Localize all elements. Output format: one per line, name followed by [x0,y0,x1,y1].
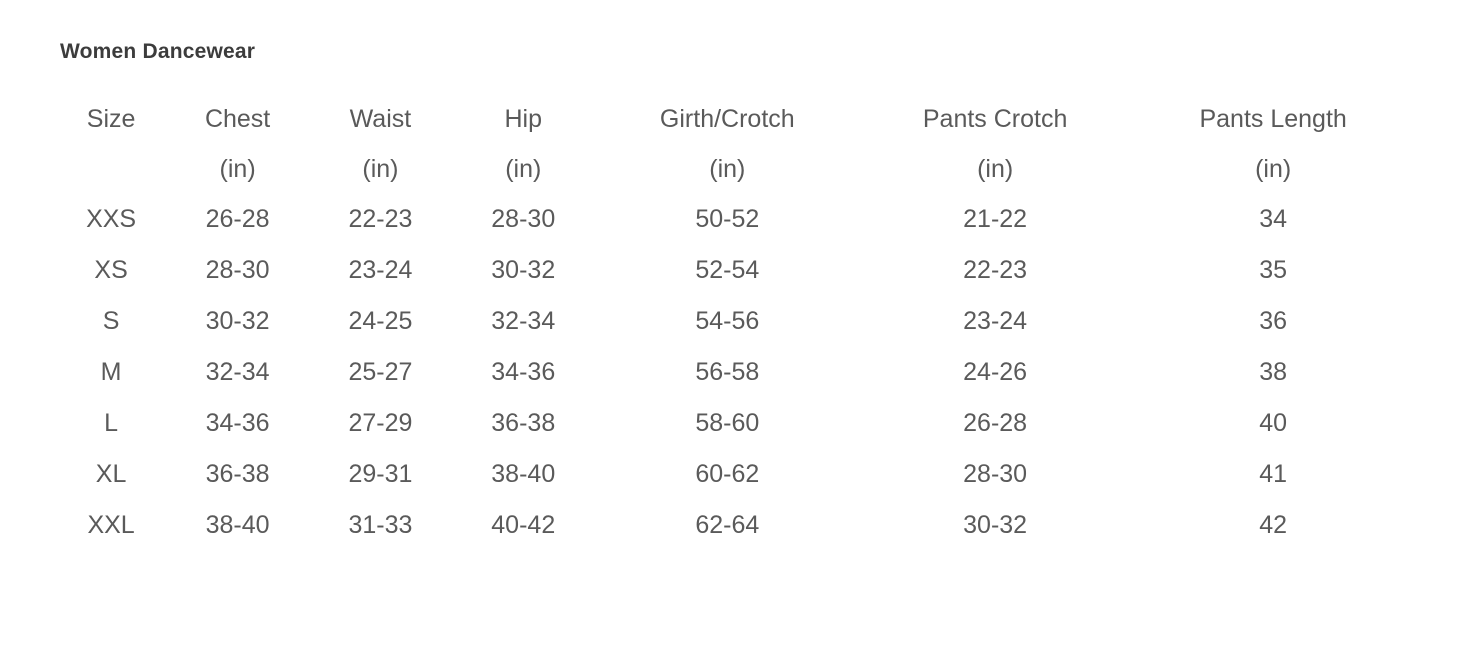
table-row [56,398,1416,449]
cell-hip: 30-32 [491,256,556,284]
column-header-label: Chest [204,105,271,133]
cell-pants-crotch: 23-24 [963,307,1028,335]
cell-waist: 24-25 [348,307,413,335]
column-header-unit: (in) [505,155,542,183]
cell-pants-length: 41 [1259,460,1288,488]
column-header-hip [452,94,595,194]
cell-girth-crotch: 54-56 [695,307,760,335]
cell-pants-crotch: 21-22 [963,205,1028,233]
table-row [56,449,1416,500]
cell-chest: 38-40 [205,511,270,539]
cell-pants-crotch: 30-32 [963,511,1028,539]
cell-hip: 34-36 [491,358,556,386]
table-row [56,500,1416,551]
cell-size: XXS [86,205,137,233]
cell-pants-crotch: 22-23 [963,256,1028,284]
cell-pants-length: 42 [1259,511,1288,539]
cell-chest: 32-34 [205,358,270,386]
cell-pants-length: 35 [1259,256,1288,284]
cell-waist: 27-29 [348,409,413,437]
column-header-size [56,94,166,194]
column-header-girth-crotch [595,94,860,194]
column-header-label: Hip [504,105,543,133]
page-title: Women Dancewear [60,40,256,63]
column-header-chest [166,94,309,194]
cell-waist: 23-24 [348,256,413,284]
column-header-pants-length [1130,94,1416,194]
column-header-unit: (in) [977,155,1014,183]
cell-girth-crotch: 62-64 [695,511,760,539]
column-header-label: Size [86,105,136,133]
table-body [56,194,1416,551]
cell-hip: 28-30 [491,205,556,233]
table-row [56,296,1416,347]
cell-hip: 40-42 [491,511,556,539]
cell-size: L [104,409,119,437]
cell-girth-crotch: 56-58 [695,358,760,386]
cell-size: XS [94,256,128,284]
cell-pants-length: 36 [1259,307,1288,335]
cell-size: XL [95,460,127,488]
cell-girth-crotch: 60-62 [695,460,760,488]
column-header-label: Pants Length [1199,105,1347,133]
cell-chest: 28-30 [205,256,270,284]
cell-chest: 30-32 [205,307,270,335]
column-header-label: Waist [349,105,412,133]
cell-size: M [100,358,122,386]
column-header-unit: (in) [219,155,256,183]
cell-hip: 38-40 [491,460,556,488]
column-header-label: Pants Crotch [922,105,1068,133]
column-header-unit: (in) [1255,155,1292,183]
cell-chest: 36-38 [205,460,270,488]
column-header-unit: (in) [362,155,399,183]
cell-size: S [102,307,120,335]
cell-waist: 31-33 [348,511,413,539]
cell-hip: 32-34 [491,307,556,335]
table-header [56,94,1416,194]
table-row [56,245,1416,296]
cell-hip: 36-38 [491,409,556,437]
cell-pants-length: 40 [1259,409,1288,437]
cell-girth-crotch: 58-60 [695,409,760,437]
cell-pants-crotch: 24-26 [963,358,1028,386]
column-header-label: Girth/Crotch [659,105,795,133]
table-row [56,194,1416,245]
cell-girth-crotch: 50-52 [695,205,760,233]
cell-chest: 34-36 [205,409,270,437]
column-header-waist [309,94,452,194]
size-chart-table [56,94,1416,551]
cell-waist: 25-27 [348,358,413,386]
cell-size: XXL [87,511,135,539]
cell-pants-crotch: 26-28 [963,409,1028,437]
cell-pants-length: 38 [1259,358,1288,386]
cell-pants-crotch: 28-30 [963,460,1028,488]
cell-waist: 22-23 [348,205,413,233]
column-header-pants-crotch [860,94,1130,194]
column-header-unit: (in) [709,155,746,183]
cell-pants-length: 34 [1259,205,1288,233]
cell-waist: 29-31 [348,460,413,488]
table-header-row [56,94,1416,194]
cell-chest: 26-28 [205,205,270,233]
cell-girth-crotch: 52-54 [695,256,760,284]
table-row [56,347,1416,398]
